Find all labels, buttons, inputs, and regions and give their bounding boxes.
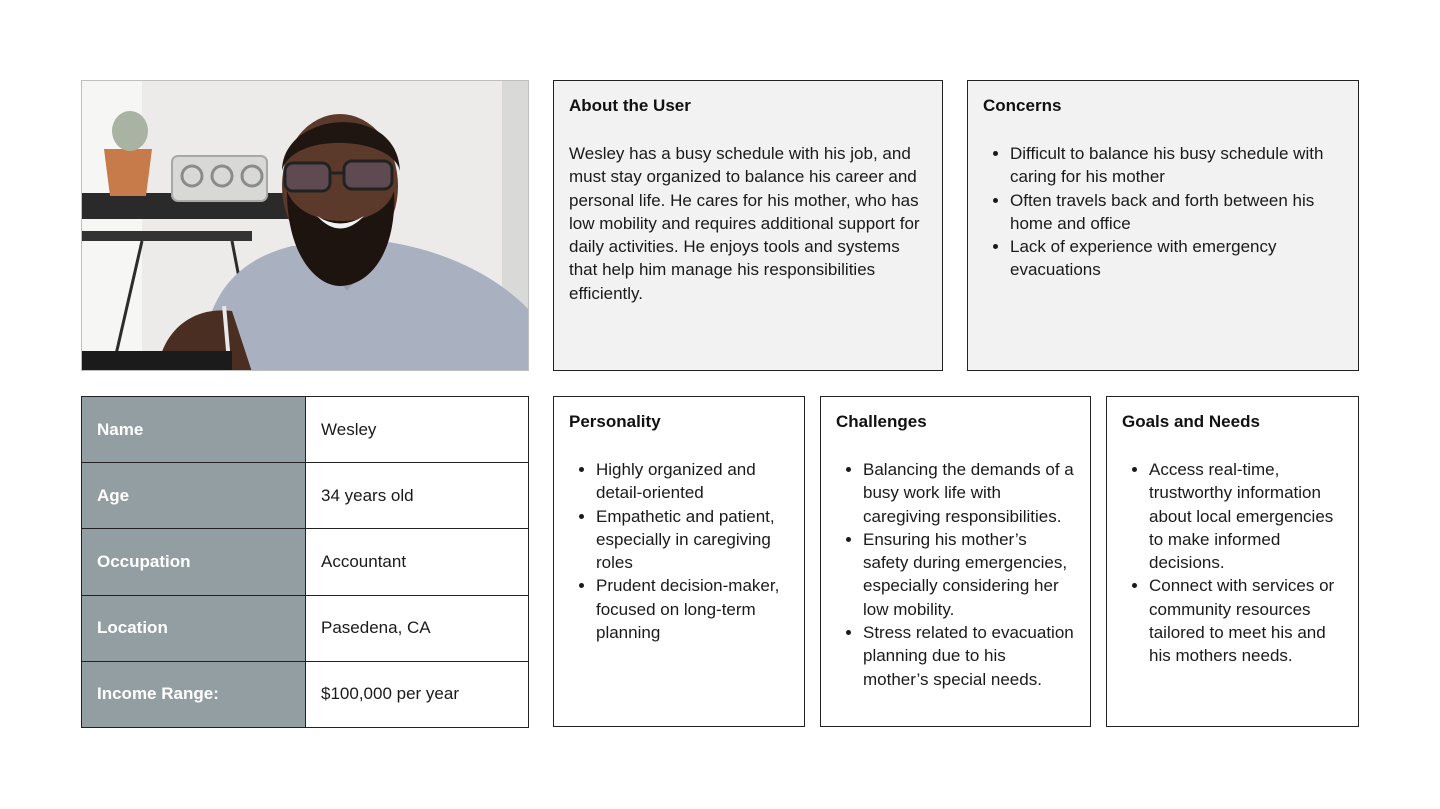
profile-table (81, 396, 529, 728)
concerns-card (967, 80, 1359, 371)
list-item: • Stress related to evacuation planning due to his mother’s special needs. (863, 621, 1075, 691)
income-range-label: Income Range: (82, 661, 306, 727)
list-item: • Ensuring his mother’s safety during emergencies, especially considering her low mobility. (863, 528, 1075, 621)
challenges-card (820, 396, 1091, 727)
goals-needs-title: Goals and Needs (1122, 412, 1260, 431)
about-user-title: About the User (569, 96, 691, 115)
occupation-label: Occupation (82, 529, 306, 595)
table-row (82, 397, 529, 463)
name-value: Wesley (306, 397, 529, 463)
age-value: 34 years old (306, 463, 529, 529)
goals-needs-list (1122, 458, 1343, 668)
list-item: • Access real-time, trustworthy information about local emergencies to make informed decisions. (1149, 458, 1343, 574)
challenges-title: Challenges (836, 412, 927, 431)
name-label: Name (82, 397, 306, 463)
concerns-list (983, 142, 1343, 282)
age-label: Age (82, 463, 306, 529)
occupation-value: Accountant (306, 529, 529, 595)
about-user-text: Wesley has a busy schedule with his job, and must stay organized to balance his career and personal life. He cares for his mother, who has low mobility and requires additional support for daily activities. He enjoys tools and systems that help him manage his responsibilities efficiently. (569, 144, 920, 303)
goals-needs-card (1106, 396, 1359, 727)
personality-title: Personality (569, 412, 661, 431)
table-row (82, 463, 529, 529)
list-item: • Balancing the demands of a busy work life with caregiving responsibilities. (863, 458, 1075, 528)
list-item: • Often travels back and forth between his home and office (1010, 189, 1343, 236)
list-item: • Empathetic and patient, especially in caregiving roles (596, 505, 789, 575)
personality-list (569, 458, 789, 644)
personality-card (553, 396, 805, 727)
location-value: Pasedena, CA (306, 595, 529, 661)
list-item: • Connect with services or community resources tailored to meet his and his mothers needs. (1149, 574, 1343, 667)
concerns-title: Concerns (983, 96, 1062, 115)
table-row (82, 529, 529, 595)
list-item: • Highly organized and detail-oriented (596, 458, 789, 505)
income-range-value: $100,000 per year (306, 661, 529, 727)
location-label: Location (82, 595, 306, 661)
about-user-card (553, 80, 943, 371)
user-photo-illustration (82, 81, 529, 371)
list-item: • Prudent decision-maker, focused on long-term planning (596, 574, 789, 644)
list-item: • Lack of experience with emergency evacuations (1010, 235, 1343, 282)
table-row (82, 595, 529, 661)
list-item: • Difficult to balance his busy schedule with caring for his mother (1010, 142, 1343, 189)
challenges-list (836, 458, 1075, 691)
table-row (82, 661, 529, 727)
user-photo (81, 80, 529, 371)
